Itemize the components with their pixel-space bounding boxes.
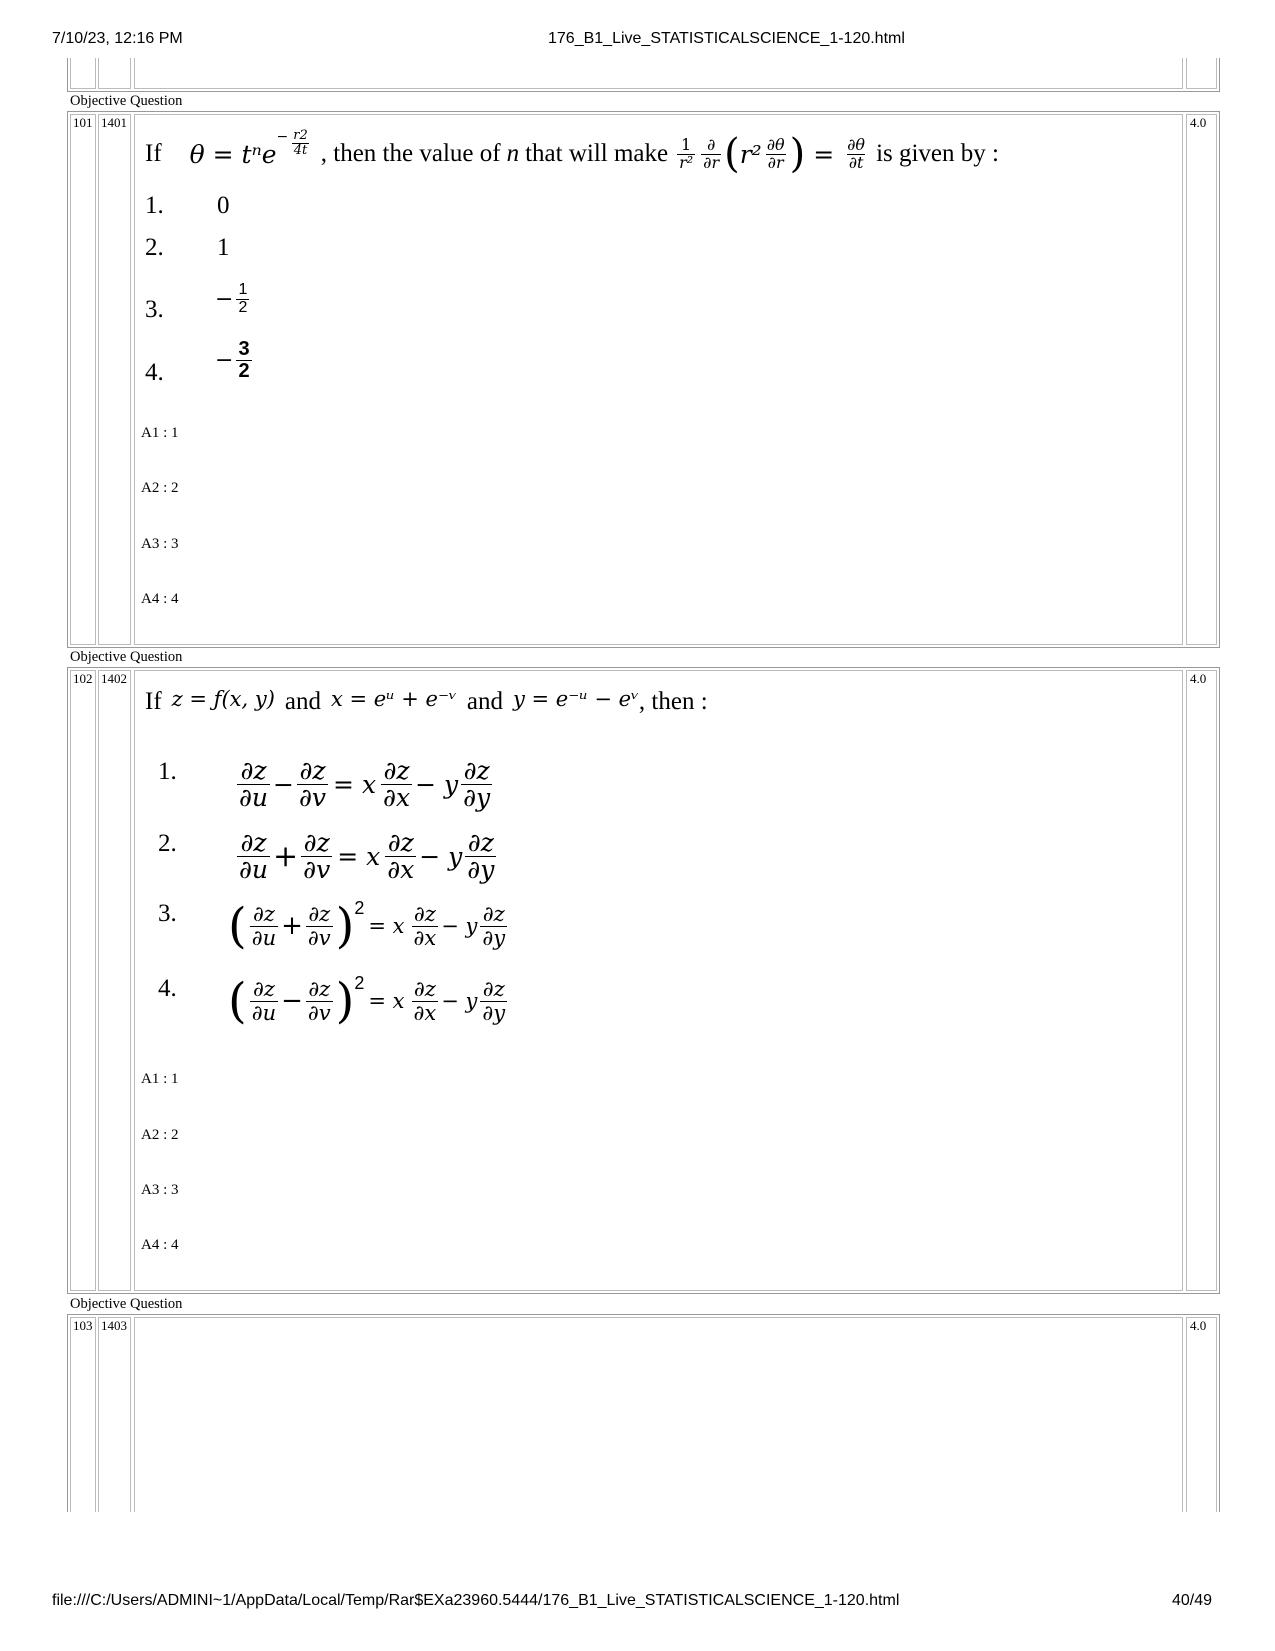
equals-x: = x — [368, 989, 405, 1013]
option-number: 1. — [145, 192, 164, 219]
num-dz: ∂z — [467, 828, 494, 857]
operator: − — [273, 770, 294, 800]
den-du: ∂u — [239, 855, 269, 885]
marks: 4.0 — [1190, 671, 1207, 686]
den-dy: ∂y — [463, 783, 491, 813]
x-definition: x = eᵘ + e⁻ᵛ — [331, 687, 457, 711]
option-number: 4. — [158, 975, 177, 1002]
den-dv: ∂v — [307, 1000, 331, 1025]
minus-y: − y — [419, 842, 463, 872]
text-mid: , then the value of — [320, 140, 501, 167]
serial-number: 102 — [73, 671, 93, 686]
den-dy: ∂y — [482, 925, 506, 950]
marks: 4.0 — [1190, 1318, 1207, 1333]
theta-definition: θ = tⁿe — [189, 139, 277, 169]
serial-number: 101 — [73, 115, 93, 130]
option-number: 2. — [158, 830, 177, 857]
option-number: 2. — [145, 234, 164, 261]
option-value — [215, 282, 252, 317]
eq-frac2-den: ∂r — [703, 152, 720, 172]
eq-frac1-num: 1 — [681, 134, 692, 154]
eq-r-squared: r² — [739, 139, 762, 169]
if-word: If — [145, 688, 162, 715]
answer-a4: A4 : 4 — [141, 591, 179, 607]
option-value: 1 — [217, 234, 230, 261]
minus-sign: − — [215, 286, 234, 312]
text-tail: is given by : — [876, 140, 999, 167]
num-dz: ∂z — [308, 902, 331, 927]
question-id: 1402 — [101, 671, 127, 686]
serial-number: 103 — [73, 1318, 93, 1333]
equals-x: = x — [368, 914, 405, 938]
num-dz: ∂z — [387, 828, 414, 857]
operator: + — [281, 911, 303, 941]
answer-a1: A1 : 1 — [141, 425, 179, 441]
print-datetime: 7/10/23, 12:16 PM — [52, 30, 183, 47]
num-dz: ∂z — [240, 828, 267, 857]
num-dz: ∂z — [413, 902, 436, 927]
den-dy: ∂y — [467, 855, 495, 885]
text-mid2: that will make — [525, 140, 669, 167]
den-dx: ∂x — [383, 783, 411, 813]
eq-frac3-den: ∂r — [767, 152, 784, 172]
num-dz: ∂z — [252, 902, 275, 927]
num-dz: ∂z — [252, 977, 275, 1002]
answer-a2: A2 : 2 — [141, 480, 179, 496]
question-text — [145, 682, 708, 722]
eq-frac2-num: ∂ — [706, 134, 716, 154]
question-type-label: Objective Question — [70, 649, 183, 665]
marks: 4.0 — [1190, 115, 1207, 130]
option-number: 3. — [158, 900, 177, 927]
option-value — [234, 758, 495, 812]
eq-frac3-num: ∂θ — [766, 134, 785, 154]
den-du: ∂u — [239, 783, 269, 813]
num-dz: ∂z — [463, 756, 490, 785]
text-tail: , then : — [638, 688, 708, 715]
num-dz: ∂z — [482, 977, 505, 1002]
den-du: ∂u — [251, 1000, 277, 1025]
option-value — [215, 339, 255, 382]
num-dz: ∂z — [308, 977, 331, 1002]
print-title: 176_B1_Live_STATISTICALSCIENCE_1-120.html — [548, 30, 905, 47]
den-dv: ∂v — [307, 925, 331, 950]
answer-a1: A1 : 1 — [141, 1071, 179, 1087]
minus-y: − y — [441, 989, 478, 1013]
exp-denominator: 4t — [293, 142, 308, 158]
question-id: 1403 — [101, 1318, 127, 1333]
den-dx: ∂x — [413, 925, 437, 950]
answer-a2: A2 : 2 — [141, 1127, 179, 1143]
page-number: 40/49 — [1172, 1592, 1213, 1609]
num-dz: ∂z — [299, 756, 326, 785]
eq-equals: = — [813, 139, 835, 169]
eq-frac4-den: ∂t — [848, 152, 864, 172]
question-type-label: Objective Question — [70, 1296, 183, 1312]
if-word: If — [145, 140, 162, 167]
n-var: n — [506, 140, 520, 167]
option-value — [234, 830, 499, 884]
num-dz: ∂z — [482, 902, 505, 927]
denominator: 2 — [238, 360, 250, 382]
den-dx: ∂x — [387, 855, 415, 885]
answer-a4: A4 : 4 — [141, 1237, 179, 1253]
equals-x: = x — [337, 842, 381, 872]
denominator: 2 — [238, 298, 248, 316]
den-dv: ∂v — [298, 783, 327, 813]
eq-frac1-den: r² — [679, 152, 694, 172]
exp-numerator: r2 — [293, 127, 308, 143]
operator: − — [281, 986, 303, 1016]
exponent: − $\frac{r2}{4t}$ — [276, 127, 308, 158]
operator: + — [273, 839, 299, 875]
squared: 2 — [354, 973, 365, 993]
print-file-path: file:///C:/Users/ADMINI~1/AppData/Local/Temp/Rar$EXa23960.5444/176_B1_Live_STATISTICALSCIENCE_1-120.html — [52, 1592, 900, 1609]
answer-a3: A3 : 3 — [141, 536, 179, 552]
numerator: 1 — [238, 281, 248, 298]
question-text: If θ = tⁿe − $\frac{r2}{4t}$ , then the value of n that will make $\frac{1}{\text{r²}}$ $\frac{\partial}{\partial r}$ ( r² $\frac{\partial\theta}{\partial r}$ ) = $\frac{\partial\theta}{\partial t}$ is given by : — [145, 127, 999, 177]
question-id: 1401 — [101, 115, 127, 130]
num-dz: ∂z — [383, 756, 410, 785]
den-dy: ∂y — [482, 1000, 506, 1025]
equals-x: = x — [333, 770, 377, 800]
question-type-label: Objective Question — [70, 93, 183, 109]
squared: 2 — [354, 898, 365, 918]
z-definition: z = ƒ(x, y) — [171, 687, 275, 711]
and-word-1: and — [284, 688, 321, 715]
y-definition: y = e⁻ᵘ − eᵛ — [513, 687, 639, 711]
and-word-2: and — [466, 688, 503, 715]
numerator: 3 — [238, 338, 250, 360]
den-dx: ∂x — [413, 1000, 437, 1025]
answer-a3: A3 : 3 — [141, 1182, 179, 1198]
num-dz: ∂z — [240, 756, 267, 785]
option-number: 1. — [158, 758, 177, 785]
option-value: ( $\frac{\partial z}{\partial u}$ + $\frac{\partial z}{\partial v}$ ) 2 = x $\frac{\partial z}{\partial x}$ − y $\frac{\partial z}{\partial y}$ — [228, 898, 506, 954]
num-dz: ∂z — [413, 977, 436, 1002]
option-value: ( $\frac{\partial z}{\partial u}$ − $\frac{\partial z}{\partial v}$ ) 2 = x $\frac{\partial z}{\partial x}$ − y $\frac{\partial z}{\partial y}$ — [228, 973, 506, 1029]
num-dz: ∂z — [303, 828, 330, 857]
option-number: 3. — [145, 296, 164, 323]
den-dv: ∂v — [303, 855, 331, 885]
minus-y: − y — [415, 770, 459, 800]
den-du: ∂u — [251, 925, 277, 950]
option-number: 4. — [145, 359, 164, 386]
minus-sign: − — [215, 348, 234, 373]
option-value: 0 — [217, 192, 230, 219]
minus-y: − y — [441, 914, 478, 938]
eq-frac4-num: ∂θ — [847, 134, 866, 154]
